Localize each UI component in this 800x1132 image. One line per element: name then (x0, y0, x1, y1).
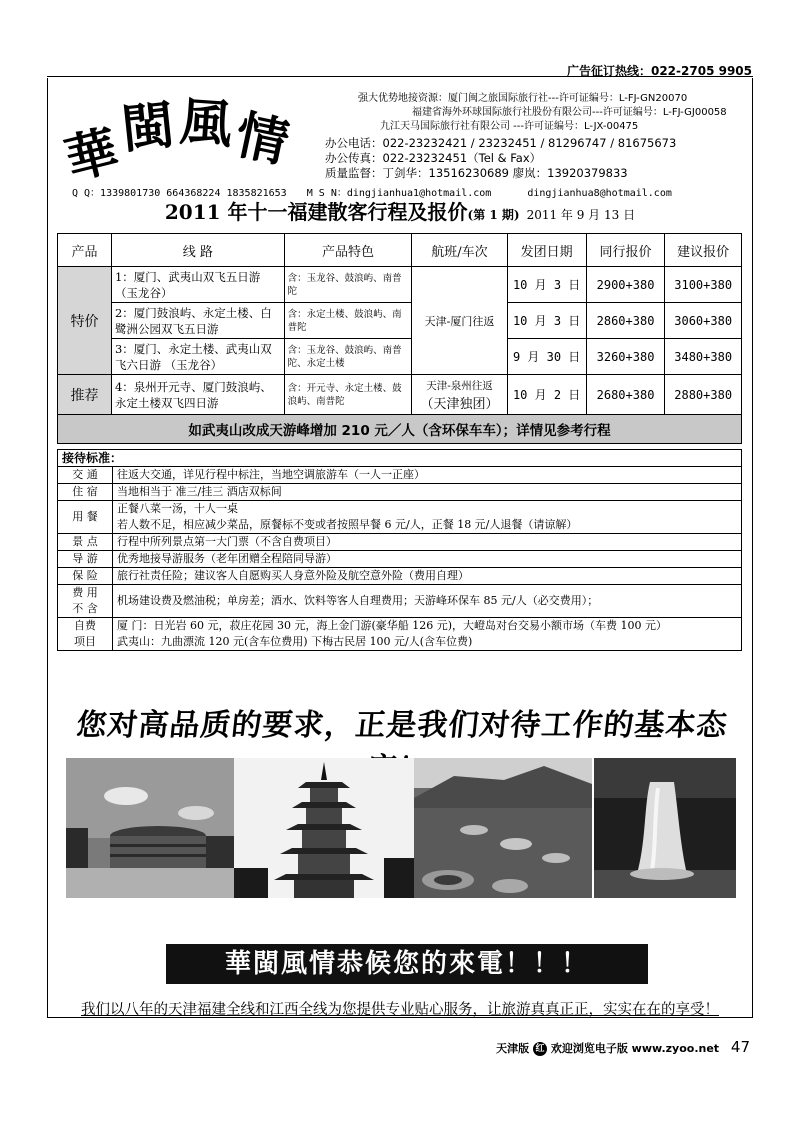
table-header: 线 路 (111, 234, 284, 267)
license-line: 福建省海外环球国际旅行社股份有限公司---许可证编号：L-FJ-GJ00058 (412, 107, 727, 118)
office-phone: 办公电话：022-23232421 / 23232451 / 81296747 / 81675673 (325, 136, 677, 150)
feature-cell: 含：永定土楼、鼓浪屿、南普陀 (284, 303, 412, 339)
standards-value: 旅行社责任险；建议客人自愿购买人身意外险及航空意外险（费用自理） (113, 568, 742, 585)
standards-value: 往返大交通，详见行程中标注，当地空调旅游车（一人一正座） (113, 467, 742, 484)
route-cell: 3：厦门、永定土楼、武夷山双飞六日游 （玉龙谷） (111, 339, 284, 375)
standards-row (58, 551, 742, 568)
standards-key: 自费 (74, 619, 96, 632)
flight-note: （天津独团） (420, 396, 499, 412)
feature-cell: 含：玉龙谷、鼓浪屿、南普陀、永定土楼 (284, 339, 412, 375)
suggest-price-cell: 2880+380 (665, 375, 742, 415)
table-header: 产品特色 (284, 234, 412, 267)
notice-banner: 如武夷山改成天游峰增加 210 元／人（含环保车车）；详情见参考行程 (58, 415, 742, 444)
title-main: 2011 年十一福建散客行程及报价 (164, 200, 468, 224)
standards-key: 项目 (74, 635, 96, 648)
standards-row (58, 484, 742, 501)
service-statement: 我们以八年的天津福建全线和江西全线为您提供专业贴心服务，让旅游真真正正，实实在在的享受！ (81, 1002, 719, 1018)
table-header: 发团日期 (507, 234, 586, 267)
route-cell: 1：厦门、武夷山双飞五日游（玉龙谷） (111, 267, 284, 303)
office-fax: 办公传真：022-23232451（Tel & Fax） (325, 151, 542, 165)
feature-cell: 含：开元寺、永定土楼、鼓浪屿、南普陀 (284, 375, 412, 415)
table-header: 产品 (58, 234, 112, 267)
tulou-photo (66, 758, 234, 898)
standards-row (58, 568, 742, 585)
village-photo (414, 758, 592, 898)
group-recommend: 推荐 (58, 375, 112, 415)
standards-value: 正餐八菜一汤，十人一桌 (117, 502, 238, 515)
standards-row (58, 534, 742, 551)
itinerary-title (47, 196, 753, 225)
table-header: 建议报价 (665, 234, 742, 267)
date-cell: 9 月 30 日 (507, 339, 586, 375)
page-footer (496, 1038, 750, 1056)
table-header: 航班/车次 (412, 234, 507, 267)
standards-value: 当地相当于 准三/挂三 酒店双标间 (113, 484, 742, 501)
flight-route: 天津-泉州往返 (426, 379, 493, 392)
waterfall-photo (594, 758, 736, 898)
license-line: 九江天马国际旅行社有限公司 ---许可证编号：L-JX-00475 (380, 121, 639, 132)
quality-supervisor: 质量监督：丁剑华：13516230689 廖岚：13920379833 (325, 166, 628, 180)
standards-row (58, 501, 742, 534)
standards-table (57, 449, 742, 651)
standards-value-group (113, 618, 742, 651)
peer-price-cell: 2860+380 (586, 303, 665, 339)
table-header-row (58, 234, 742, 267)
standards-key-group (58, 585, 113, 618)
flight-cell: 天津-厦门往返 (412, 267, 507, 375)
standards-key: 不 含 (72, 602, 98, 615)
footer-link[interactable]: 欢迎浏览电子版 www.zyoo.net (550, 1042, 720, 1055)
edition-label: 天津版 (496, 1042, 530, 1055)
logo-char: 風 (177, 91, 235, 156)
table-row (58, 375, 742, 415)
route-cell: 4：泉州开元寺、厦门鼓浪屿、永定土楼双飞四日游 (111, 375, 284, 415)
license-line: 强大优势地接资源：厦门闽之旅国际旅行社---许可证编号：L-FJ-GN20070 (358, 93, 688, 104)
standards-value: 机场建设费及燃油税；单房差；酒水、饮料等客人自理费用；天游峰环保车 85 元/人（必交费用）； (113, 585, 742, 618)
standards-key: 导 游 (58, 551, 113, 568)
title-date: 2011 年 9 月 13 日 (526, 208, 636, 222)
title-issue: (第 1 期) (467, 208, 520, 222)
feature-cell: 含：玉龙谷、鼓浪屿、南普陀 (284, 267, 412, 303)
standards-key: 住 宿 (58, 484, 113, 501)
qq-numbers: Q Q：1339801730 664368224 1835821653 (72, 188, 287, 199)
standards-row (58, 585, 742, 618)
standards-value: 厦 门：日光岩 60 元，菽庄花园 30 元，海上金门游(豪华船 126 元)，大嶝岛对台交易小额市场（车费 100 元） (117, 619, 668, 632)
msn-address-2: dingjianhua8@hotmail.com (527, 188, 672, 199)
standards-row (58, 618, 742, 651)
standards-key: 交 通 (58, 467, 113, 484)
brand-logo (59, 91, 296, 192)
standards-row (58, 467, 742, 484)
table-row (58, 339, 742, 375)
suggest-price-cell: 3100+380 (665, 267, 742, 303)
standards-key: 用 餐 (58, 501, 113, 534)
table-header: 同行报价 (586, 234, 665, 267)
standards-key-group (58, 618, 113, 651)
logo-char: 閩 (118, 94, 178, 161)
standards-value: 若人数不足，相应减少菜品，原餐标不变或者按照早餐 6 元/人，正餐 18 元/人退餐（请谅解） (117, 518, 578, 531)
peer-price-cell: 3260+380 (586, 339, 665, 375)
route-cell: 2：厦门鼓浪屿、永定土楼、白鹭洲公园双飞五日游 (111, 303, 284, 339)
standards-heading-row (58, 450, 742, 467)
peer-price-cell: 2900+380 (586, 267, 665, 303)
standards-value-group (113, 501, 742, 534)
standards-value: 优秀地接导游服务（老年团赠全程陪同导游） (113, 551, 742, 568)
call-banner: 華閩風情恭候您的來電！！！ (166, 944, 648, 984)
date-cell: 10 月 3 日 (507, 303, 586, 339)
group-special: 特价 (58, 267, 112, 375)
standards-heading: 接待标准： (58, 450, 742, 467)
msn-address: M S N：dingjianhua1@hotmail.com (306, 188, 492, 199)
standards-key: 费 用 (72, 586, 98, 599)
top-rule (47, 76, 753, 77)
date-cell: 10 月 3 日 (507, 267, 586, 303)
pagoda-photo (234, 758, 414, 898)
standards-value: 行程中所列景点第一大门票（不含自费项目） (113, 534, 742, 551)
slogan: 您对高品质的要求，正是我们对待工作的基本态度！ (74, 708, 730, 743)
table-row (58, 303, 742, 339)
flight-cell (412, 375, 507, 415)
suggest-price-cell: 3060+380 (665, 303, 742, 339)
suggest-price-cell: 3480+380 (665, 339, 742, 375)
notice-row (58, 415, 742, 444)
page-number: 47 (730, 1038, 750, 1056)
price-table (57, 233, 742, 444)
standards-key: 景 点 (58, 534, 113, 551)
date-cell: 10 月 2 日 (507, 375, 586, 415)
standards-key: 保 险 (58, 568, 113, 585)
peer-price-cell: 2680+380 (586, 375, 665, 415)
table-row (58, 267, 742, 303)
standards-value: 武夷山：九曲漂流 120 元(含车位费用) 下梅古民居 100 元/人(含车位费) (117, 635, 473, 648)
ad-hotline: 广告征订热线：022-2705 9905 (566, 64, 752, 78)
logo-char: 情 (230, 104, 294, 175)
logo-char: 華 (59, 119, 125, 192)
edition-badge: 红 (533, 1042, 547, 1056)
